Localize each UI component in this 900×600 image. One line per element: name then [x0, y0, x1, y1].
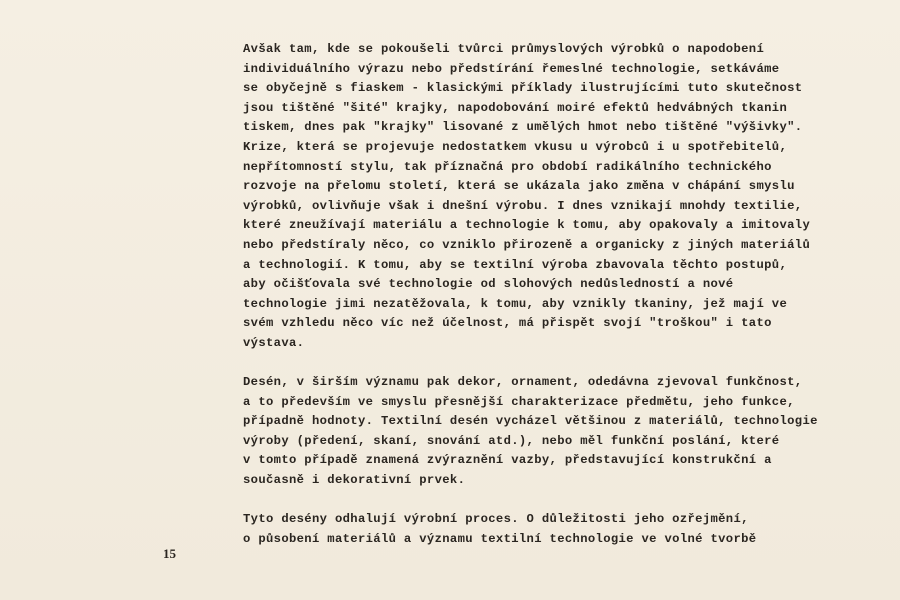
- paragraph-3: [243, 510, 873, 549]
- text-line: výroby (předení, skaní, snování atd.), nebo měl funkční poslání, které: [243, 433, 780, 448]
- text-line: a to především ve smyslu přesnější charakterizace předmětu, jeho funkce,: [243, 394, 795, 409]
- paragraph-gap: [243, 354, 873, 374]
- text-line: nepřítomností stylu, tak příznačná pro období radikálního technického: [243, 159, 772, 174]
- text-line: výrobků, ovlivňuje však i dnešní výrobu. I dnes vznikají mnohdy textilie,: [243, 198, 803, 213]
- text-line: technologie jimi nezatěžovala, k tomu, aby vznikly tkaniny, jež mají ve: [243, 296, 788, 311]
- text-line: případně hodnoty. Textilní desén vycházel většinou z materiálů, technologie: [243, 414, 818, 429]
- text-line: jsou tištěné "šité" krajky, napodobování moiré efektů hedvábných tkanin: [243, 100, 788, 115]
- text-line: Desén, v širším významu pak dekor, ornament, odedávna zjevoval funkčnost,: [243, 375, 803, 390]
- paragraph-2: [243, 373, 873, 491]
- text-line: tiskem, dnes pak "krajky" lisované z umělých hmot nebo tištěné "výšivky".: [243, 120, 803, 135]
- text-line: v tomto případě znamená zvýraznění vazby, představující konstrukční a: [243, 453, 772, 468]
- text-line: Avšak tam, kde se pokoušeli tvůrci průmyslových výrobků o napodobení: [243, 42, 765, 56]
- text-line: které zneužívají materiálu a technologie k tomu, aby opakovaly a imitovaly: [243, 218, 811, 233]
- text-line: současně i dekorativní prvek.: [243, 473, 466, 488]
- paragraph-gap: [243, 491, 873, 511]
- text-line: a technologií. K tomu, aby se textilní výroba zbavovala těchto postupů,: [243, 257, 788, 272]
- text-line: nebo předstíraly něco, co vzniklo přirozeně a organicky z jiných materiálů: [243, 237, 811, 252]
- body-text: [243, 40, 873, 549]
- text-line: Krize, která se projevuje nedostatkem vkusu u výrobců i u spotřebitelů,: [243, 139, 788, 154]
- text-line: o působení materiálů a významu textilní technologie ve volné tvorbě: [243, 531, 757, 546]
- text-line: rozvoje na přelomu století, která se ukázala jako změna v chápání smyslu: [243, 179, 795, 194]
- text-line: aby očišťovala své technologie od slohových nedůsledností a nové: [243, 277, 734, 292]
- text-line: individuálního výrazu nebo předstírání řemeslné technologie, setkáváme: [243, 61, 780, 76]
- paragraph-1: [243, 40, 873, 354]
- text-line: Tyto desény odhalují výrobní proces. O důležitosti jeho ozřejmění,: [243, 512, 749, 527]
- text-line: se obyčejně s fiaskem - klasickými příklady ilustrujícími tuto skutečnost: [243, 81, 803, 96]
- page-number: 15: [163, 546, 176, 561]
- text-line: výstava.: [243, 335, 305, 350]
- text-line: svém vzhledu něco víc než účelnost, má přispět svojí "troškou" i tato: [243, 316, 772, 331]
